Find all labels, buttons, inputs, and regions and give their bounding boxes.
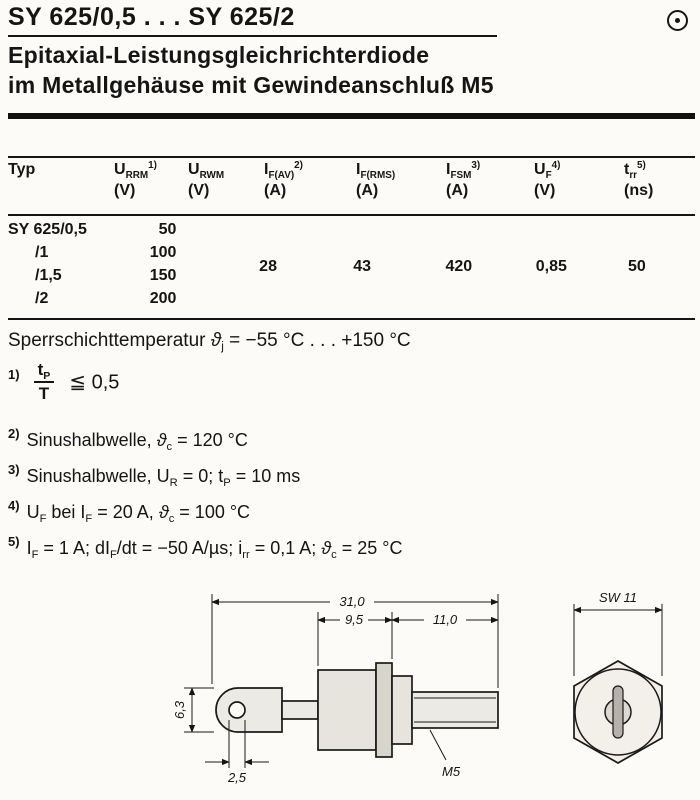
col-header-typ: [8, 161, 114, 200]
ifav-value: [253, 221, 347, 313]
type-cell: /1,5: [35, 267, 62, 284]
header-uf-label: $U_F^{4)}$: [534, 160, 561, 181]
type-column: [8, 221, 110, 313]
footnote-1-condition: ≦ 0,5: [69, 371, 120, 394]
footnote-3-marker: 3): [8, 462, 20, 477]
footnote-1: [8, 360, 119, 404]
footnote-4-text: $U_F$ bei $I_F = 20$ A, $ϑ_c = 100$ °C: [26, 502, 251, 525]
ifav-cell: 28: [259, 258, 277, 275]
uf-value: [530, 221, 622, 313]
table-top-rule: [8, 156, 695, 158]
leader-line: [430, 730, 446, 760]
header-trr-label: $t_{rr}^{5)}$: [624, 160, 646, 181]
col-header-ifsm: [446, 161, 534, 200]
type-cell: /1: [35, 244, 49, 261]
footnote-2-marker: 2): [8, 426, 20, 441]
subtitle-line-1: Epitaxial-Leistungsgleichrichterdiode: [8, 42, 430, 68]
trr-cell: 50: [627, 258, 646, 275]
col-header-urwm: [188, 161, 264, 200]
dim-label-wrench-size: SW 11: [598, 590, 638, 605]
header-urwm-label: $U_{RWM}$: [188, 161, 225, 181]
urrm-cell: 100: [149, 244, 177, 261]
ifrms-value: [347, 221, 439, 313]
footnote-4: [8, 498, 251, 525]
header-urwm-unit: (V): [188, 182, 210, 199]
table-bottom-rule: [8, 318, 695, 320]
footnote-4-marker: 4): [8, 498, 20, 513]
col-header-uf: [534, 161, 624, 200]
urrm-cell: 50: [158, 221, 177, 238]
header-urrm-label: $U_{RRM}^{1)}$: [114, 160, 157, 181]
footnote-3-text: Sinushalbwelle, $U_R = 0$; $t_P = 10$ ms: [26, 466, 301, 489]
pin-slot: [613, 686, 623, 738]
header-ifsm-label: $I_{FSM}^{3)}$: [446, 160, 481, 181]
urwm-column-empty: [180, 221, 253, 313]
footnote-5: [8, 534, 403, 561]
urrm-cell: 150: [149, 267, 177, 284]
ifsm-value: [439, 221, 529, 313]
urrm-cell: 200: [149, 290, 177, 307]
table-body: [8, 221, 695, 313]
hex-section: [392, 676, 412, 744]
circled-dot-icon: [667, 10, 688, 31]
dim-label-body-length: 9,5: [344, 612, 364, 627]
uf-cell: 0,85: [535, 258, 567, 275]
header-ifav-unit: (A): [264, 182, 287, 199]
duty-cycle-fraction: [34, 360, 55, 404]
header-ifsm-unit: (A): [446, 182, 469, 199]
circled-dot-center: [675, 18, 680, 23]
subtitle-line-2: im Metallgehäuse mit Gewindeanschluß M5: [8, 72, 494, 98]
header-uf-unit: (V): [534, 182, 556, 199]
package-outline-drawing: [0, 580, 700, 800]
title-rule: [8, 35, 497, 37]
header-ifav-label: $I_{F(AV)}^{2)}$: [264, 160, 303, 181]
col-header-ifav: [264, 161, 356, 200]
footnote-1-marker: 1): [8, 366, 20, 382]
junction-temperature-line: Sperrschichttemperatur $ϑ_j = -55$ °C . . . +150 °C: [8, 330, 411, 353]
page-title: SY 625/0,5 . . . SY 625/2: [8, 3, 295, 31]
dim-label-total-length: 31,0: [339, 594, 365, 609]
flange: [376, 663, 392, 757]
fraction-numerator: [34, 360, 55, 383]
footnote-5-text: $I_F = 1$ A; $dI_F/dt = -50$ A/µs; $i_{rr} = 0,1$ A; $ϑ_c = 25$ °C: [26, 538, 403, 561]
col-header-urrm: [114, 161, 188, 200]
solder-tab: [216, 688, 282, 732]
header-urrm-unit: (V): [114, 182, 136, 199]
urrm-column: [110, 221, 181, 313]
thick-divider: [8, 113, 695, 119]
ifsm-cell: 420: [445, 258, 473, 275]
ifrms-cell: 43: [353, 258, 372, 275]
dim-label-stud-length: 11,0: [432, 612, 458, 627]
thread-label: M5: [442, 764, 461, 779]
threaded-stud: [412, 692, 498, 728]
fraction-denominator: T: [38, 384, 50, 403]
type-cell: SY 625/0,5: [8, 221, 87, 238]
footnote-2-text: Sinushalbwelle, $ϑ_c = 120$ °C: [26, 430, 248, 453]
col-header-trr: [624, 161, 694, 200]
footnote-2: [8, 426, 248, 453]
header-trr-unit: (ns): [624, 182, 654, 199]
table-header-row: [8, 161, 695, 200]
dim-label-hole-offset: 2,5: [227, 770, 247, 785]
tab-hole: [229, 702, 245, 718]
header-ifrms-unit: (A): [356, 182, 379, 199]
lead-neck: [282, 701, 318, 719]
fraction-num-base: t: [37, 360, 44, 379]
type-cell: /2: [35, 290, 49, 307]
trr-value: [622, 221, 695, 313]
footnote-3: [8, 462, 301, 489]
header-typ-label: Typ: [8, 161, 36, 178]
header-ifrms-label: $I_{F(RMS)}$: [356, 161, 396, 181]
fraction-num-sub: P: [43, 370, 51, 382]
table-header-rule: [8, 214, 695, 216]
dim-label-tab-height: 6,3: [172, 700, 187, 720]
col-header-ifrms: [356, 161, 446, 200]
diode-body: [318, 670, 376, 750]
footnote-5-marker: 5): [8, 534, 20, 549]
